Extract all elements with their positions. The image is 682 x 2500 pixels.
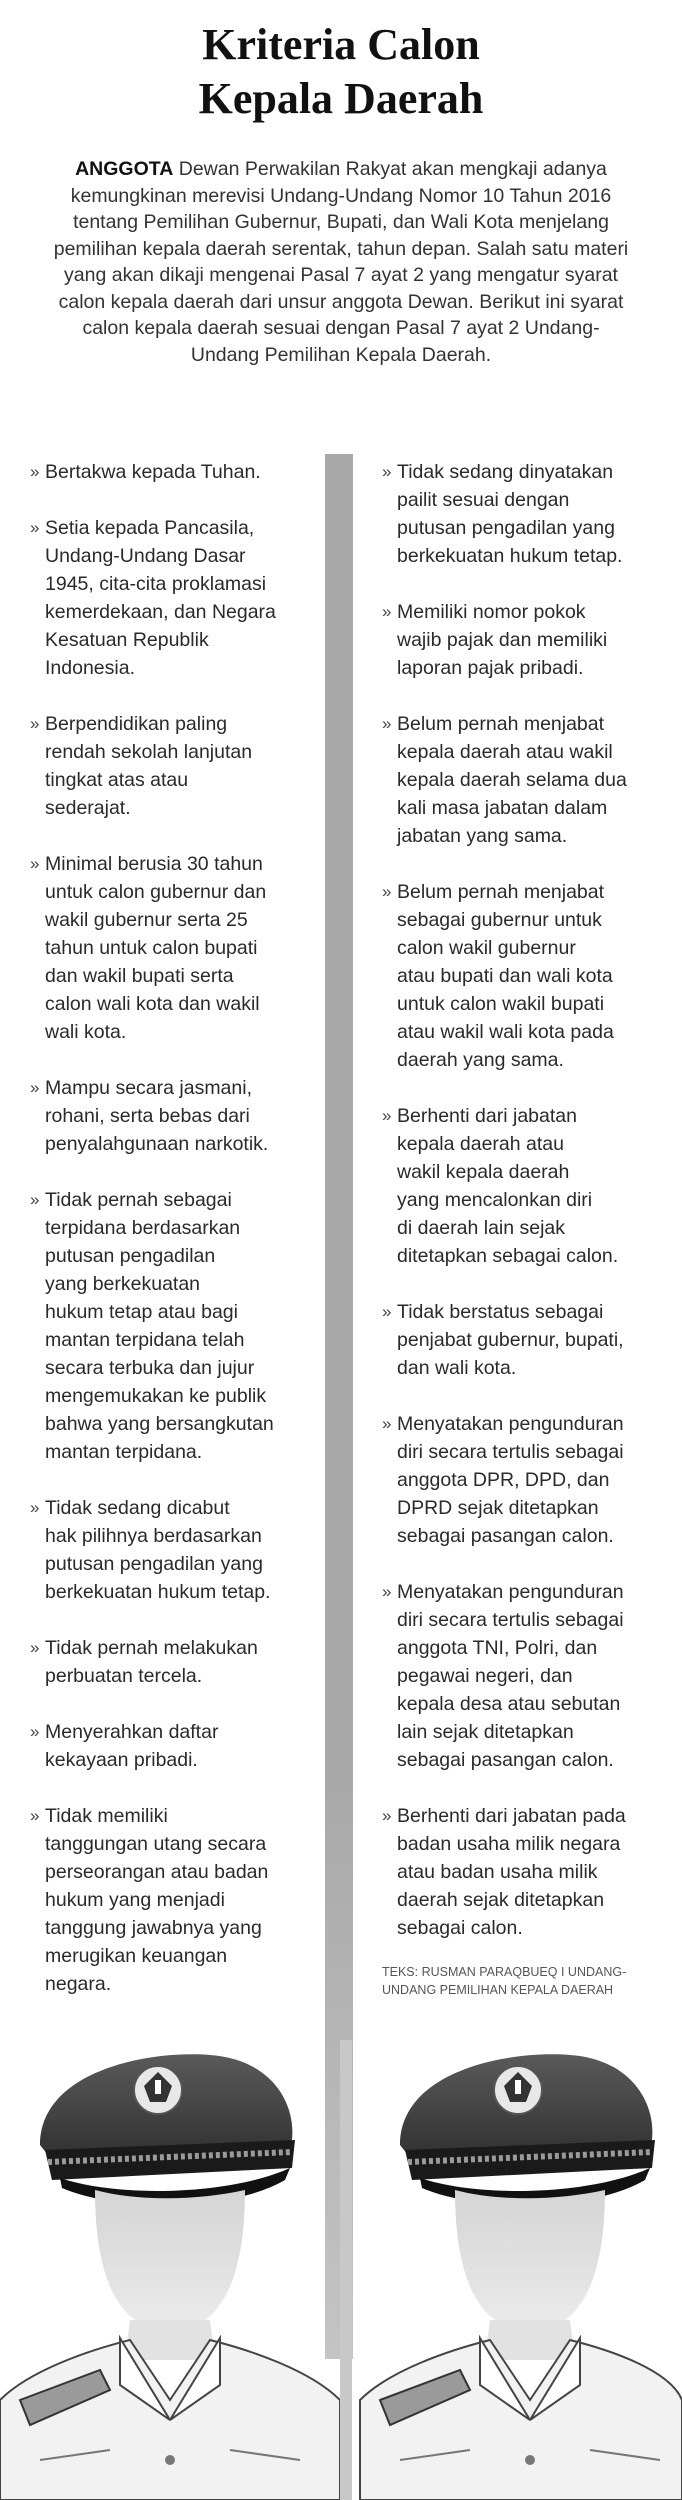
criteria-item	[382, 878, 672, 1074]
bullet-icon: »	[30, 518, 40, 537]
officer-illustration-right	[340, 2040, 682, 2500]
bullet-icon: »	[30, 1722, 40, 1741]
bullet-icon: »	[382, 1302, 392, 1321]
bullet-icon: »	[382, 714, 392, 733]
bullet-icon: »	[30, 1498, 40, 1517]
criteria-item	[30, 1634, 320, 1690]
bullet-icon: »	[30, 714, 40, 733]
criteria-text: Setia kepada Pancasila, Undang-Undang Dasar 1945, cita-cita proklamasi kemerdekaan, dan Negara Kesatuan Republik Indonesia.	[45, 517, 276, 679]
intro-lead: ANGGOTA	[75, 158, 174, 180]
intro-text: Dewan Perwakilan Rakyat akan mengkaji adanya kemungkinan merevisi Undang-Undang Nomor 10 Tahun 2016 tentang Pemilihan Gubernur, Bupati, dan Wali Kota menjelang pemilihan kepala daerah serentak, tahun depan. Salah satu materi yang akan dikaji mengenai Pasal 7 ayat 2 yang mengatur syarat calon kepala daerah dari unsur anggota Dewan. Berikut ini syarat calon kepala daerah sesuai dengan Pasal 7 ayat 2 Undang-Undang Pemilihan Kepala Daerah.	[53, 158, 629, 366]
page-title	[0, 18, 682, 126]
criteria-item	[30, 514, 320, 682]
bullet-icon: »	[382, 1106, 392, 1125]
criteria-text: Berpendidikan paling rendah sekolah lanjutan tingkat atas atau sederajat.	[45, 713, 253, 819]
criteria-text: Mampu secara jasmani, rohani, serta bebas dari penyalahgunaan narkotik.	[45, 1077, 269, 1155]
criteria-item	[30, 1494, 320, 1606]
criteria-item	[30, 1186, 320, 1466]
bullet-icon: »	[382, 1806, 392, 1825]
criteria-text: Berhenti dari jabatan kepala daerah atau wakil kepala daerah yang mencalonkan diri di daerah lain sejak ditetapkan sebagai calon.	[397, 1105, 619, 1267]
criteria-text: Tidak pernah sebagai terpidana berdasarkan putusan pengadilan yang berkekuatan hukum tetap atau bagi mantan terpidana telah secara terbuka dan jujur mengemukakan ke publik bahwa yang bersangkutan mantan terpidana.	[45, 1189, 274, 1463]
criteria-text: Bertakwa kepada Tuhan.	[45, 461, 261, 483]
bullet-icon: »	[30, 462, 40, 481]
criteria-item	[30, 850, 320, 1046]
criteria-text: Belum pernah menjabat kepala daerah atau wakil kepala daerah selama dua kali masa jabatan dalam jabatan yang sama.	[397, 713, 627, 847]
criteria-text: Tidak pernah melakukan perbuatan tercela.	[45, 1637, 258, 1687]
criteria-item	[382, 598, 672, 682]
criteria-item	[382, 458, 672, 570]
officer-figure-icon	[0, 2040, 340, 2500]
title-line-2: Kepala Daerah	[198, 74, 484, 123]
bullet-icon: »	[382, 882, 392, 901]
criteria-item	[30, 710, 320, 822]
criteria-text: Menyerahkan daftar kekayaan pribadi.	[45, 1721, 219, 1771]
bullet-icon: »	[30, 854, 40, 873]
criteria-item	[30, 458, 320, 486]
criteria-text: Tidak memiliki tanggungan utang secara perseorangan atau badan hukum yang menjadi tanggung jawabnya yang merugikan keuangan negara.	[45, 1805, 269, 1995]
criteria-item	[382, 1578, 672, 1774]
bullet-icon: »	[30, 1638, 40, 1657]
criteria-item	[382, 1102, 672, 1270]
bullet-icon: »	[382, 1414, 392, 1433]
criteria-text: Minimal berusia 30 tahun untuk calon gubernur dan wakil gubernur serta 25 tahun untuk calon bupati dan wakil bupati serta calon wali kota dan wakil wali kota.	[45, 853, 267, 1043]
criteria-text: Tidak sedang dinyatakan pailit sesuai dengan putusan pengadilan yang berkekuatan hukum tetap.	[397, 461, 623, 567]
credit-line: TEKS: RUSMAN PARAQBUEQ I UNDANG-UNDANG PEMILIHAN KEPALA DAERAH	[382, 1965, 627, 1997]
criteria-text: Tidak sedang dicabut hak pilihnya berdasarkan putusan pengadilan yang berkekuatan hukum tetap.	[45, 1497, 271, 1603]
criteria-item	[382, 1802, 672, 1942]
criteria-item	[382, 1298, 672, 1382]
left-criteria-column	[30, 458, 320, 2026]
bullet-icon: »	[382, 602, 392, 621]
right-criteria-column	[382, 458, 672, 1970]
criteria-text: Memiliki nomor pokok wajib pajak dan memiliki laporan pajak pribadi.	[397, 601, 608, 679]
criteria-text: Menyatakan pengunduran diri secara tertulis sebagai anggota DPR, DPD, dan DPRD sejak ditetapkan sebagai pasangan calon.	[397, 1413, 624, 1547]
bullet-icon: »	[30, 1078, 40, 1097]
criteria-item	[30, 1718, 320, 1774]
bullet-icon: »	[30, 1806, 40, 1825]
title-line-1: Kriteria Calon	[202, 20, 480, 69]
bullet-icon: »	[30, 1190, 40, 1209]
bullet-icon: »	[382, 1582, 392, 1601]
criteria-text: Berhenti dari jabatan pada badan usaha milik negara atau badan usaha milik daerah sejak ditetapkan sebagai calon.	[397, 1805, 626, 1939]
bullet-icon: »	[382, 462, 392, 481]
criteria-text: Menyatakan pengunduran diri secara tertulis sebagai anggota TNI, Polri, dan pegawai negeri, dan kepala desa atau sebutan lain sejak ditetapkan sebagai pasangan calon.	[397, 1581, 624, 1771]
officer-figure-icon	[340, 2040, 682, 2500]
criteria-item	[382, 710, 672, 850]
intro-paragraph	[52, 156, 630, 368]
criteria-text: Tidak berstatus sebagai penjabat gubernur, bupati, dan wali kota.	[397, 1301, 624, 1379]
officer-illustration-left	[0, 2040, 340, 2500]
criteria-text: Belum pernah menjabat sebagai gubernur untuk calon wakil gubernur atau bupati dan wali kota untuk calon wakil bupati atau wakil wali kota pada daerah yang sama.	[397, 881, 614, 1071]
criteria-item	[30, 1074, 320, 1158]
criteria-item	[30, 1802, 320, 1998]
criteria-item	[382, 1410, 672, 1550]
